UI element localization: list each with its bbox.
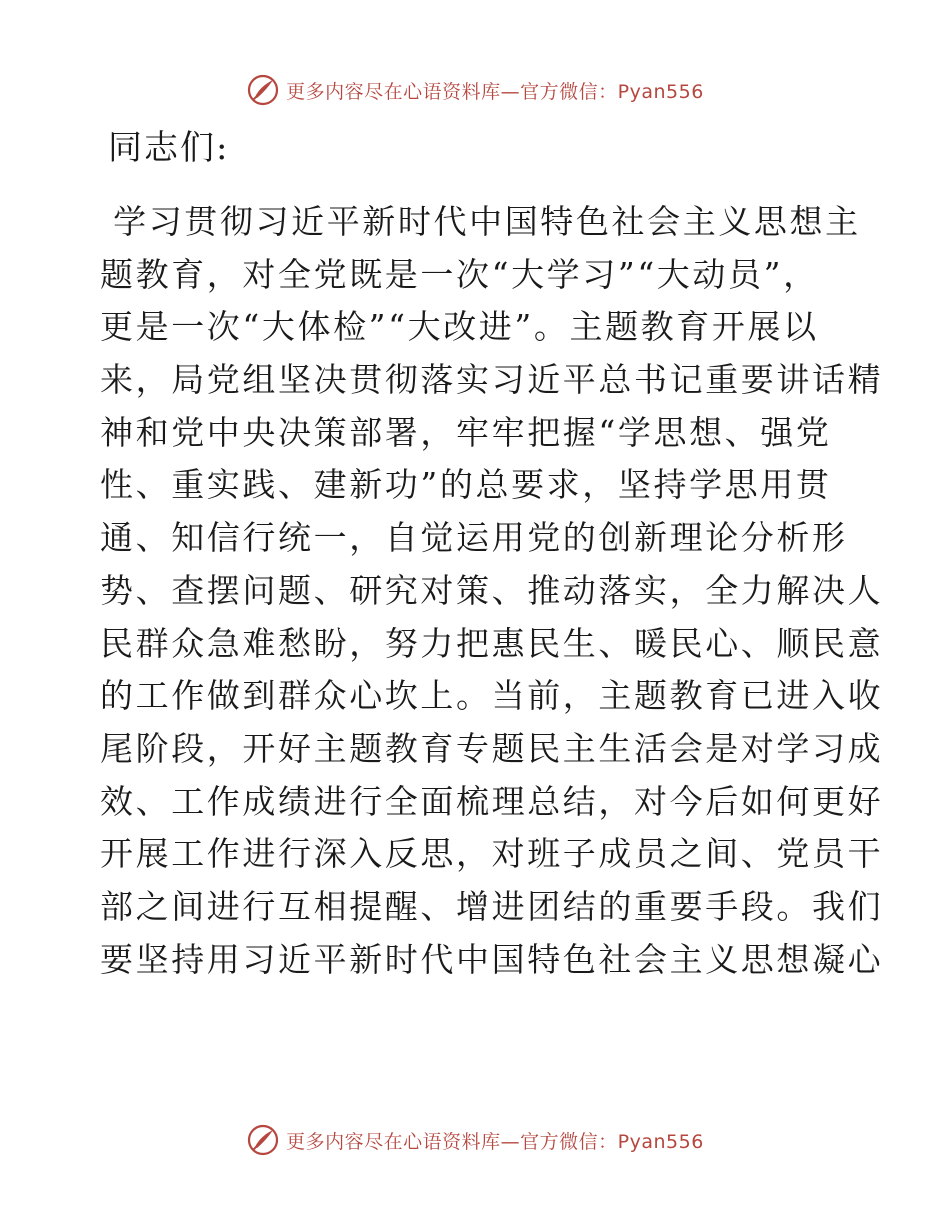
text-line: 题教育，对全党既是一次“大学习”“大动员”， bbox=[100, 254, 819, 294]
text-line: 神和党中央决策部署，牢牢把握“学思想、强党 bbox=[100, 412, 832, 452]
body-paragraph bbox=[100, 196, 884, 986]
text-line: 尾阶段，开好主题教育专题民主生活会是对学习成 bbox=[100, 728, 884, 768]
text-line: 部之间进行互相提醒、增进团结的重要手段。我们 bbox=[100, 886, 884, 926]
header-watermark bbox=[0, 70, 950, 110]
text-line: 的工作做到群众心坎上。当前，主题教育已进入收 bbox=[100, 676, 884, 716]
footer-watermark bbox=[0, 1120, 950, 1160]
quill-logo-icon bbox=[246, 1123, 280, 1157]
greeting: 同志们: bbox=[108, 128, 230, 168]
text-line: 势、查摆问题、研究对策、推动落实，全力解决人 bbox=[100, 570, 884, 610]
text-line: 更是一次“大体检”“大改进”。主题教育开展以 bbox=[100, 307, 819, 347]
watermark-text: 更多内容尽在心语资料库—官方微信：Pyan556 bbox=[286, 1130, 704, 1153]
text-line: 通、知信行统一，自觉运用党的创新理论分析形 bbox=[100, 518, 848, 558]
watermark-text: 更多内容尽在心语资料库—官方微信：Pyan556 bbox=[286, 80, 704, 103]
text-line: 学习贯彻习近平新时代中国特色社会主义思想主 bbox=[100, 202, 861, 241]
text-line: 来，局党组坚决贯彻落实习近平总书记重要讲话精 bbox=[100, 360, 884, 400]
quill-logo-icon bbox=[246, 73, 280, 107]
text-line: 民群众急难愁盼，努力把惠民生、暖民心、顺民意 bbox=[100, 623, 884, 663]
text-line: 要坚持用习近平新时代中国特色社会主义思想凝心 bbox=[100, 939, 884, 979]
text-line: 开展工作进行深入反思，对班子成员之间、党员干 bbox=[100, 834, 884, 874]
text-line: 效、工作成绩进行全面梳理总结，对今后如何更好 bbox=[100, 781, 884, 821]
text-line: 性、重实践、建新功”的总要求，坚持学思用贯 bbox=[100, 465, 832, 505]
